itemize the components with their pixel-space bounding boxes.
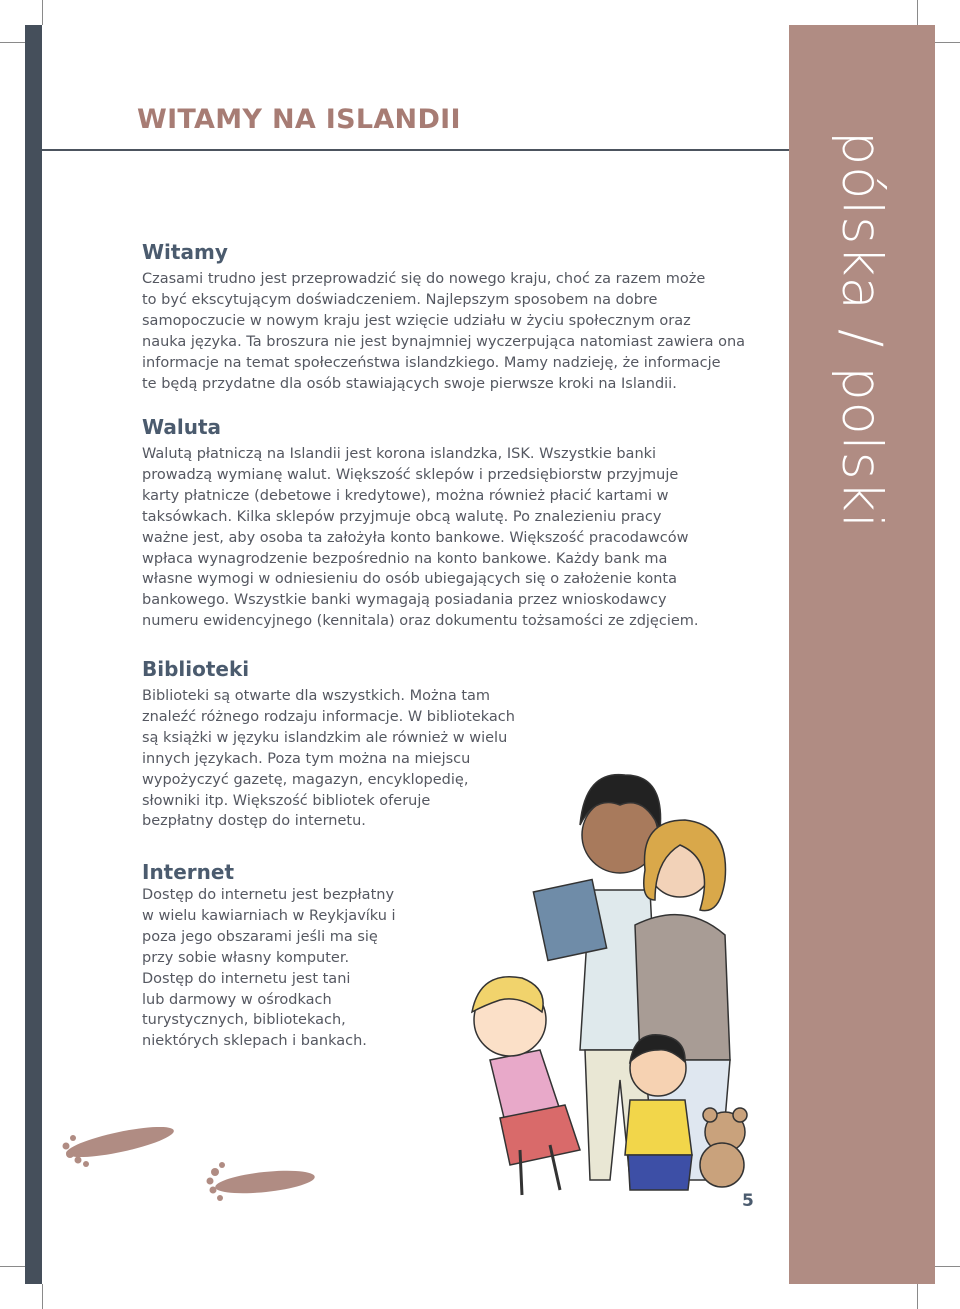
section-text-biblioteki: Biblioteki są otwarte dla wszystkich. Można tam znaleźć różnego rodzaju informacje. W bibliotekach są książki w języku islandzkim ale również w wielu innych językach. Poza tym można na miejscu wypożyczyć gazetę, magazyn, encyklopedię, słowniki itp. Większość bibliotek oferuje bezpłatny dostęp do internetu. [142,688,515,830]
section-heading-waluta: Waluta [142,415,221,439]
section-heading-biblioteki: Biblioteki [142,657,250,681]
crop-mark [935,42,960,43]
section-text-internet: Dostęp do internetu jest bezpłatny w wielu kawiarniach w Reykjavíku i poza jego obszarami jeśli ma się przy sobie własny komputer. Dostęp do internetu jest tani lub darmowy w ośrodkach turystycznych, bibliotekach, niektórych sklepach i bankach. [142,887,396,1050]
left-accent-bar [25,25,42,1284]
footprints-illustration [60,1110,330,1210]
page-number: 5 [742,1191,754,1211]
title-divider [42,149,789,151]
crop-mark [917,1284,918,1309]
family-illustration [430,750,760,1220]
crop-mark [0,42,25,43]
section-heading-internet: Internet [142,860,235,884]
crop-mark [0,1266,25,1267]
crop-mark [935,1266,960,1267]
section-text-witamy: Czasami trudno jest przeprowadzić się do nowego kraju, choć za razem może to być ekscytującym doświadczeniem. Najlepszym sposobem na dobre samopoczucie w nowym kraju jest wzięcie udziału w życiu społecznym oraz nauka języka. Ta broszura nie jest bynajmniej wyczerpująca natomiast zawiera ona informacje na temat społeczeństwa islandzkiego. Mamy nadzieję, że informacje te będą przydatne dla osób stawiających swoje pierwsze kroki na Islandii. [142,271,746,392]
page-title: WITAMY NA ISLANDII [137,104,461,135]
section-heading-witamy: Witamy [142,240,228,264]
crop-mark [42,1284,43,1309]
language-label: pólska / polski [830,130,894,530]
crop-mark [917,0,918,25]
section-text-waluta: Walutą płatniczą na Islandii jest korona islandzka, ISK. Wszystkie banki prowadzą wymianę walut. Większość sklepów i przedsiębiorstw przyjmuje karty płatnicze (debetowe i kredytowe), można również płacić kartami w taksówkach. Kilka sklepów przyjmuje obcą walutę. Po znalezieniu pracy ważne jest, aby osoba ta założyła konto bankowe. Większość pracodawców wpłaca wynagrodzenie bezpośrednio na konto bankowe. Każdy bank ma własne wymogi w odniesieniu do osób ubiegających się o założenie konta bankowego. Wszystkie banki wymagają posiadania przez wnioskodawcy numeru ewidencyjnego (kennitala) oraz dokumentu tożsamości ze zdjęciem. [142,446,699,630]
crop-mark [42,0,43,25]
